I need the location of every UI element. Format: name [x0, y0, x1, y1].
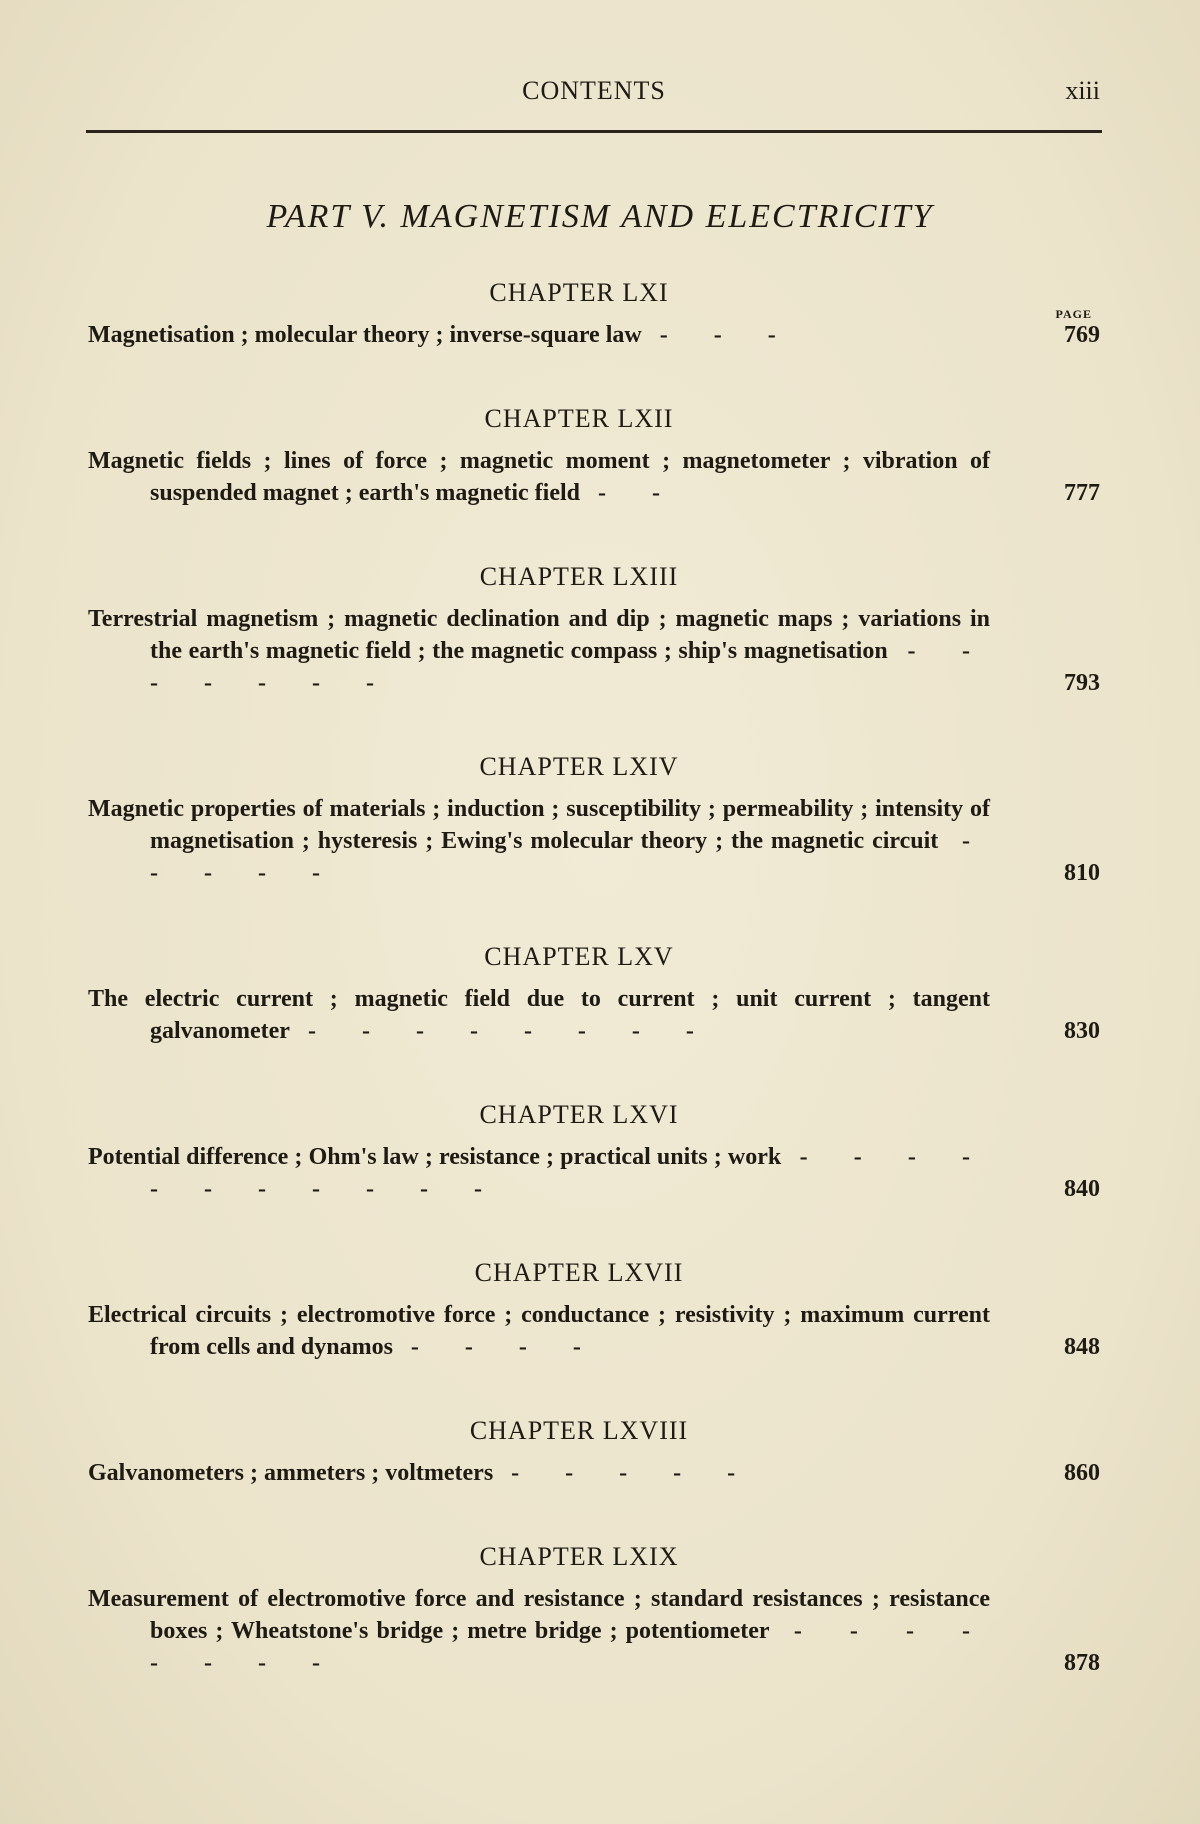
- chapter-topics: [88, 983, 990, 1047]
- chapter-topics: [88, 1583, 990, 1679]
- chapter-entry: [88, 319, 1100, 351]
- toc-chapter: [88, 1539, 1100, 1679]
- dot-leaders: - - - - -: [150, 828, 990, 886]
- chapter-entry: [88, 1141, 1100, 1205]
- chapter-page-number: 769: [1064, 322, 1100, 348]
- chapter-topics: [88, 1141, 990, 1205]
- chapter-topics: [88, 1457, 990, 1489]
- chapter-page-number: 848: [1064, 1334, 1100, 1360]
- toc-chapter: [88, 1255, 1100, 1363]
- chapter-topics-text: The electric current ; magnetic field due to current ; unit current ; tangent galvanometer: [88, 986, 990, 1044]
- chapter-page-number: 793: [1064, 670, 1100, 696]
- dot-leaders: - - - - - - - -: [150, 1618, 991, 1676]
- chapter-heading: CHAPTER LXVII: [474, 1258, 684, 1287]
- chapter-page-number: 810: [1064, 860, 1100, 886]
- chapter-entry: [88, 445, 1100, 509]
- chapter-topics: [88, 319, 990, 351]
- chapter-topics-text: Magnetic properties of materials ; induction ; susceptibility ; permeability ; intensity of magnetisation ; hysteresis ; Ewing's molecular theory ; the magnetic circuit: [88, 796, 990, 854]
- chapter-heading: CHAPTER LXVIII: [469, 1416, 689, 1445]
- chapter-topics-text: Electrical circuits ; electromotive force ; conductance ; resistivity ; maximum current from cells and dynamos: [88, 1302, 990, 1360]
- toc-chapter: [88, 401, 1100, 509]
- chapter-heading: CHAPTER LXII: [484, 404, 674, 433]
- chapter-entry: [88, 603, 1100, 699]
- chapter-topics: [88, 793, 990, 889]
- chapter-page-number: 830: [1064, 1018, 1100, 1044]
- chapter-page-number: 840: [1064, 1176, 1100, 1202]
- toc-chapter: [88, 939, 1100, 1047]
- chapter-topics: [88, 1299, 990, 1363]
- table-of-contents: [88, 275, 1100, 1729]
- chapter-entry: [88, 1583, 1100, 1679]
- dot-leaders: - - - - - - -: [150, 638, 990, 696]
- chapter-topics-text: Magnetisation ; molecular theory ; inverse-square law: [88, 322, 642, 348]
- chapter-page-number: 878: [1064, 1650, 1100, 1676]
- chapter-entry: [88, 983, 1100, 1047]
- chapter-heading: CHAPTER LXIX: [479, 1542, 679, 1571]
- dot-leaders: - - - - -: [511, 1460, 756, 1486]
- dot-leaders: - - -: [659, 322, 796, 348]
- dot-leaders: - - - -: [410, 1334, 601, 1360]
- chapter-topics-text: Terrestrial magnetism ; magnetic declination and dip ; magnetic maps ; variations in the earth's magnetic field ; the magnetic compass ; ship's magnetisation: [88, 606, 990, 664]
- chapter-page-number: 860: [1064, 1460, 1100, 1486]
- chapter-topics-text: Magnetic fields ; lines of force ; magnetic moment ; magnetometer ; vibration of suspended magnet ; earth's magnetic field: [88, 448, 990, 506]
- chapter-heading: CHAPTER LXIV: [479, 752, 679, 781]
- chapter-entry: [88, 793, 1100, 889]
- dot-leaders: - - - - - - - -: [307, 1018, 714, 1044]
- toc-chapter: [88, 1097, 1100, 1205]
- chapter-heading: CHAPTER LXV: [484, 942, 674, 971]
- chapter-topics: [88, 603, 990, 699]
- part-title: PART V. MAGNETISM AND ELECTRICITY: [266, 198, 934, 235]
- chapter-heading: CHAPTER LXI: [489, 278, 669, 307]
- chapter-entry: [88, 1457, 1100, 1489]
- chapter-topics-text: Galvanometers ; ammeters ; voltmeters: [88, 1460, 494, 1486]
- dot-leaders: - -: [597, 480, 680, 506]
- chapter-topics-text: Measurement of electromotive force and resistance ; standard resistances ; resistance boxes ; Wheatstone's bridge ; metre bridge ; potentiometer: [88, 1586, 990, 1644]
- chapter-entry: [88, 1299, 1100, 1363]
- toc-chapter: [88, 749, 1100, 889]
- toc-chapter: [88, 1413, 1100, 1489]
- running-head: [88, 72, 1100, 112]
- page-column-label: PAGE: [1055, 307, 1092, 321]
- dot-leaders: - - - - - - - - - - -: [150, 1144, 991, 1202]
- toc-chapter: [88, 559, 1100, 699]
- chapter-page-number: 777: [1064, 480, 1100, 506]
- chapter-topics: [88, 445, 990, 509]
- chapter-heading: CHAPTER LXVI: [479, 1100, 679, 1129]
- header-rule: [86, 130, 1102, 133]
- chapter-heading: CHAPTER LXIII: [479, 562, 679, 591]
- running-head-title: CONTENTS: [522, 76, 666, 105]
- running-head-page-number: xiii: [1065, 76, 1100, 105]
- chapter-topics-text: Potential difference ; Ohm's law ; resistance ; practical units ; work: [88, 1144, 782, 1170]
- toc-chapter: [88, 275, 1100, 351]
